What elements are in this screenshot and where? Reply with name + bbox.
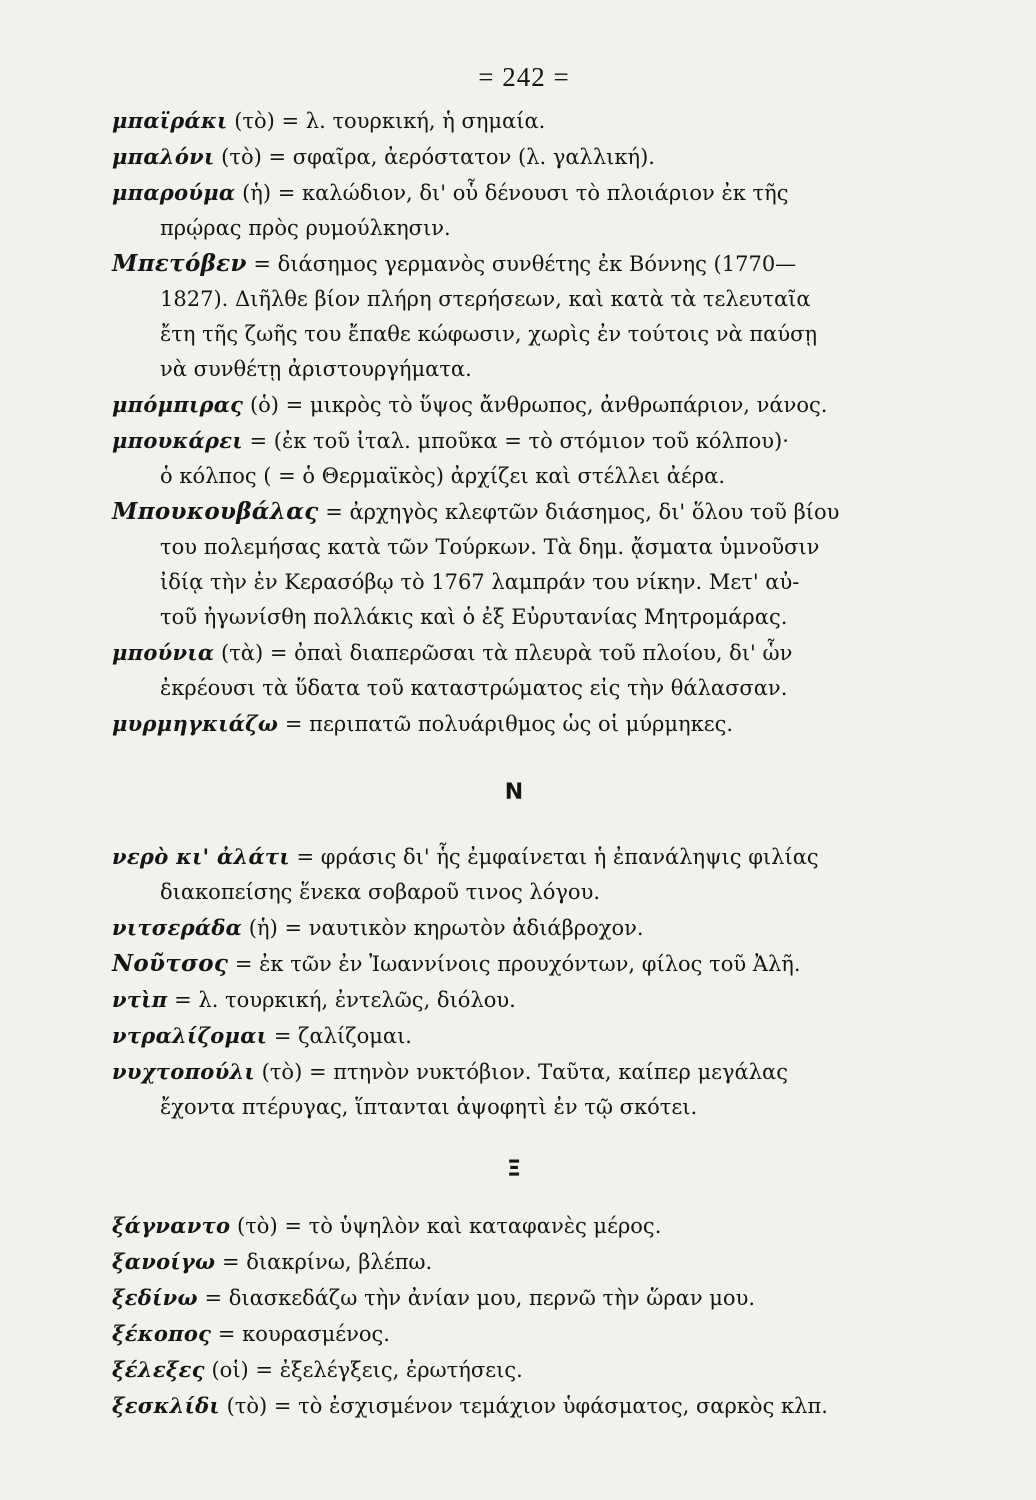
entry-definition: (τὸ) = τὸ ὑψηλὸν καὶ καταφανὲς μέρος. (237, 1214, 662, 1238)
entry-definition: (τὸ) = σφαῖρα, ἀερόστατον (λ. γαλλική). (221, 145, 655, 169)
entry-definition: (τὸ) = λ. τουρκική, ἡ σημαία. (234, 109, 546, 133)
entry-term: μπαρούμα (112, 180, 236, 205)
entry-definition: = κουρασμένος. (217, 1322, 390, 1346)
dictionary-entry (112, 635, 976, 706)
entry-term: Μπετόβεν (112, 250, 247, 277)
entry-term: μυρμηγκιάζω (112, 711, 279, 736)
page-number: = 242 = (478, 62, 570, 92)
entry-term: Μπουκουβάλας (112, 498, 319, 525)
entry-definition: (τὸ) = τὸ ἐσχισμένον τεμάχιον ὑφάσματος, σαρκὸς κλπ. (226, 1394, 828, 1418)
entry-continuation-line: νὰ συνθέτῃ ἀριστουργήματα. (160, 357, 472, 381)
entry-definition: = ζαλίζομαι. (273, 1024, 412, 1048)
entry-definition: (ὁ) = μικρὸς τὸ ὕψος ἄνθρωπος, ἀνθρωπάριον, νάνος. (249, 393, 828, 417)
entry-continuation-line: του πολεμήσας κατὰ τῶν Τούρκων. Τὰ δημ. ᾄσματα ὑμνοῦσιν (160, 535, 820, 559)
entry-term: ξάγναντο (112, 1213, 231, 1238)
entries-group-xi (112, 1208, 976, 1424)
entry-continuation-line: ἔτη τῆς ζωῆς του ἔπαθε κώφωσιν, χωρὶς ἐν τούτοις νὰ παύσῃ (160, 322, 818, 346)
dictionary-entry (112, 839, 976, 910)
dictionary-entry (112, 1244, 976, 1280)
entry-term: ντὶπ (112, 987, 168, 1012)
entry-term: ντραλίζομαι (112, 1023, 268, 1048)
entry-continuation-line: τοῦ ἠγωνίσθη πολλάκις καὶ ὁ ἐξ Εὐρυτανίας Μητρομάρας. (160, 605, 788, 629)
entry-continuation-line: διακοπείσης ἕνεκα σοβαροῦ τινος λόγου. (160, 880, 601, 904)
entry-term: μπαλόνι (112, 144, 215, 169)
dictionary-entry (112, 1316, 976, 1352)
dictionary-entry (112, 706, 976, 742)
dictionary-entry (112, 246, 976, 387)
entry-definition: (ἡ) = καλώδιον, δι' οὗ δένουσι τὸ πλοιάριον ἐκ τῆς (242, 181, 789, 205)
dictionary-entry (112, 1054, 976, 1125)
dictionary-entry (112, 1388, 976, 1424)
entry-definition: = διασκεδάζω τὴν ἀνίαν μου, περνῶ τὴν ὥραν μου. (204, 1286, 756, 1310)
dictionary-entry (112, 910, 976, 946)
dictionary-entry (112, 1018, 976, 1054)
entries-group-m (112, 103, 976, 742)
entry-definition: = (ἐκ τοῦ ἰταλ. μποῦκα = τὸ στόμιον τοῦ κόλπου)· (249, 429, 789, 453)
dictionary-entry (112, 387, 976, 423)
entry-term: ξανοίγω (112, 1249, 216, 1274)
dictionary-entry (112, 1352, 976, 1388)
entry-definition: (ἡ) = ναυτικὸν κηρωτὸν ἀδιάβροχον. (248, 916, 644, 940)
entry-continuation-line: πρῴρας πρὸς ρυμούλκησιν. (160, 216, 451, 240)
entry-term: νερὸ κι' ἀλάτι (112, 844, 290, 869)
entry-term: νιτσεράδα (112, 915, 243, 940)
entry-term: μπουκάρει (112, 428, 243, 453)
entry-continuation-line: ἔχοντα πτέρυγας, ἵπτανται ἀψοφητὶ ἐν τῷ σκότει. (160, 1095, 698, 1119)
dictionary-entry (112, 139, 976, 175)
dictionary-entry (112, 982, 976, 1018)
dictionary-entry (112, 1280, 976, 1316)
entry-continuation-line: ἐκρέουσι τὰ ὕδατα τοῦ καταστρώματος εἰς τὴν θάλασσαν. (160, 676, 788, 700)
entry-definition: = ἀρχηγὸς κλεφτῶν διάσημος, δι' ὅλου τοῦ βίου (325, 500, 840, 524)
entry-definition: = διακρίνω, βλέπω. (221, 1250, 433, 1274)
entry-term: ξεσκλίδι (112, 1393, 220, 1418)
dictionary-entry (112, 494, 976, 635)
section-heading-xi: Ξ (507, 1157, 521, 1182)
entry-term: νυχτοπούλι (112, 1059, 255, 1084)
dictionary-entry (112, 103, 976, 139)
entry-continuation-line: ἰδίᾳ τὴν ἐν Κερασόβῳ τὸ 1767 λαμπράν του νίκην. Μετ' αὐ- (160, 570, 800, 594)
entry-continuation-line: ὁ κόλπος ( = ὁ Θερμαϊκὸς) ἀρχίζει καὶ στέλλει ἀέρα. (160, 464, 726, 488)
entry-definition: = ἐκ τῶν ἐν Ἰωαννίνοις προυχόντων, φίλος τοῦ Ἀλῆ. (234, 952, 801, 976)
entry-term: Νοῦτσος (112, 950, 229, 977)
dictionary-entry (112, 423, 976, 494)
entry-definition: = λ. τουρκική, ἐντελῶς, διόλου. (174, 988, 516, 1012)
entry-continuation-line: 1827). Διῆλθε βίον πλήρη στερήσεων, καὶ κατὰ τὰ τελευταῖα (160, 287, 811, 311)
entry-definition: = περιπατῶ πολυάριθμος ὡς οἱ μύρμηκες. (284, 712, 734, 736)
entry-definition: (τὰ) = ὀπαὶ διαπερῶσαι τὰ πλευρὰ τοῦ πλοίου, δι' ὧν (221, 641, 793, 665)
dictionary-entry (112, 175, 976, 246)
entry-definition: = φράσις δι' ἧς ἐμφαίνεται ἡ ἐπανάληψις φιλίας (296, 845, 819, 869)
entry-term: ξέλεξες (112, 1357, 205, 1382)
dictionary-entry (112, 1208, 976, 1244)
entry-term: ξεδίνω (112, 1285, 198, 1310)
entries-group-n (112, 839, 976, 1125)
entry-definition: (τὸ) = πτηνὸν νυκτόβιον. Ταῦτα, καίπερ μεγάλας (261, 1060, 788, 1084)
dictionary-entry (112, 946, 976, 982)
entry-term: μπούνια (112, 640, 215, 665)
section-heading-n: Ν (504, 780, 524, 805)
entry-definition: = διάσημος γερμανὸς συνθέτης ἐκ Βόννης (1770— (253, 252, 797, 276)
entry-term: ξέκοπος (112, 1321, 212, 1346)
entry-definition: (οἱ) = ἐξελέγξεις, ἐρωτήσεις. (211, 1358, 523, 1382)
entry-term: μπαϊράκι (112, 108, 228, 133)
entry-term: μπόμπιρας (112, 392, 244, 417)
